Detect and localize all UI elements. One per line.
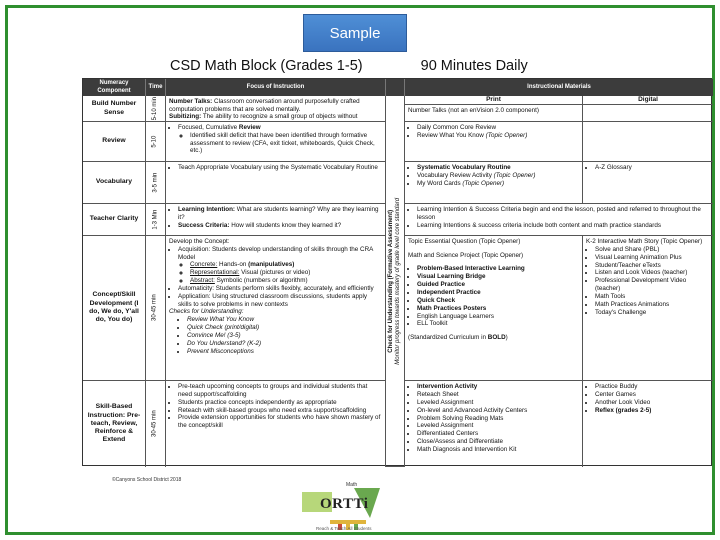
math-block-table — [82, 78, 712, 466]
row-vocabulary-digital: • A-Z Glossary — [583, 162, 713, 204]
header-time: Time — [146, 79, 166, 96]
subheader-print: Print — [405, 96, 583, 105]
ortti-logo: Math ORTTi Reach & Teach All Students — [296, 482, 388, 534]
row-review-component: Review — [83, 122, 146, 162]
row-vocabulary-time: 3-5 min — [146, 162, 166, 204]
row-skill-based-time: 30-45 min — [146, 381, 166, 467]
row-skill-based-focus: • Pre-teach upcoming concepts to groups and individual students that need support/scaffolding • Students practice concepts independently as appropriate • Reteach with skill-based groups who need extra support/scaffolding • Provide extension opportunities for students who have shown mastery of the concept/skill — [166, 381, 386, 467]
row-concept-component: Concept/Skill Development (I do, We do, Y'all do, You do) — [83, 236, 146, 381]
check-for-understanding-column — [386, 96, 405, 467]
row-concept-focus: Develop the Concept: • Acquisition: Students develop understanding of skills through the CRA Model ◦ Concrete: Hands-on (manipulatives) ◦ Representational: Visual (pictures or video) ◦ Abstract: Symbolic (numbers or algorithm) • Automaticity: Students perform skills flexibly, accurately, and efficiently • Application: Using structured classroom discussions, students apply skills to solve problems in new contexts Checks for Understanding: • Review What You Know • Quick Check (print/digital) • Convince Me! (3-5) • Do You Understand? (K-2) • Prevent Misconceptions — [166, 236, 386, 381]
row-teacher-clarity-focus: • Learning Intention: What are students learning? Why are they learning it? • Success Criteria: How will students know they learned it? — [166, 204, 386, 236]
row-number-sense-digital — [583, 105, 713, 122]
title-duration: 90 Minutes Daily — [420, 58, 528, 74]
row-number-sense-print: Number Talks (not an enVision 2.0 component) — [405, 105, 583, 122]
copyright-text: ©Canyons School District 2018 — [112, 477, 182, 483]
row-skill-based-digital: • Practice Buddy • Center Games • Another Look Video • Reflex (grades 2-5) — [583, 381, 713, 467]
row-review-digital — [583, 122, 713, 162]
row-number-sense-time: 5-10 min — [146, 96, 166, 122]
page-title — [170, 58, 528, 74]
row-number-sense-component: Build Number Sense — [83, 96, 146, 122]
header-component: Numeracy Component — [83, 79, 146, 96]
row-review-focus: • Focused, Cumulative Review ◦ Identified skill deficit that have been identified through formative assessment to review (CFA, exit ticket, whiteboards, Quick Check, etc.) — [166, 122, 386, 162]
subheader-digital: Digital — [583, 96, 713, 105]
middle-line-2: Monitor progress towards mastery of grade level core standard — [395, 197, 401, 365]
title-main: CSD Math Block (Grades 1-5) — [170, 58, 363, 74]
row-vocabulary-component: Vocabulary — [83, 162, 146, 204]
row-vocabulary-focus: • Teach Appropriate Vocabulary using the Systematic Vocabulary Routine — [166, 162, 386, 204]
row-skill-based-component: Skill-Based Instruction: Pre-teach, Review, Reinforce & Extend — [83, 381, 146, 467]
sample-badge: Sample — [303, 14, 407, 52]
row-teacher-clarity-component: Teacher Clarity — [83, 204, 146, 236]
header-materials: Instructional Materials — [405, 79, 713, 96]
middle-line-1: Check for Understanding (Formative Assessment) — [387, 209, 394, 353]
row-vocabulary-print: • Systematic Vocabulary Routine • Vocabulary Review Activity (Topic Opener) • My Word Cards (Topic Opener) — [405, 162, 583, 204]
header-focus: Focus of Instruction — [166, 79, 386, 96]
row-skill-based-print: • Intervention Activity • Reteach Sheet • Leveled Assignment • On-level and Advanced Activity Centers • Problem Solving Reading Mats • Leveled Assignment • Differentiated Centers • Close/Assess and Differentiate • Math Diagnosis and Intervention Kit — [405, 381, 583, 467]
row-concept-print: Topic Essential Question (Topic Opener) Math and Science Project (Topic Opener) • Problem-Based Interactive Learning • Visual Learning Bridge • Guided Practice • Independent Practice • Quick Check • Math Practices Posters • English Language Learners • ELL Toolkit (Standardized Curriculum in BOLD) — [405, 236, 583, 381]
row-concept-digital: K-2 Interactive Math Story (Topic Opener) • Solve and Share (PBL) • Visual Learning Animation Plus • Student/Teacher eTexts • Listen and Look Videos (teacher) • Professional Development Video (teacher) • Math Tools • Math Practices Animations • Today's Challenge — [583, 236, 713, 381]
row-teacher-clarity-time: 1-3 Min — [146, 204, 166, 236]
header-blank — [386, 79, 405, 96]
row-number-sense-focus: Number Talks: Classroom conversation around purposefully crafted computation problems that are solved mentally. Subitizing: The ability to recognize a small group of objects without — [166, 96, 386, 122]
row-concept-time: 30-45 min — [146, 236, 166, 381]
row-teacher-clarity-materials: • Learning Intention & Success Criteria begin and end the lesson, posted and referred to throughout the lesson • Learning Intentions & success criteria include both content and math practice standards — [405, 204, 713, 236]
row-review-print: • Daily Common Core Review • Review What You Know (Topic Opener) — [405, 122, 583, 162]
row-review-time: 5-10 — [146, 122, 166, 162]
